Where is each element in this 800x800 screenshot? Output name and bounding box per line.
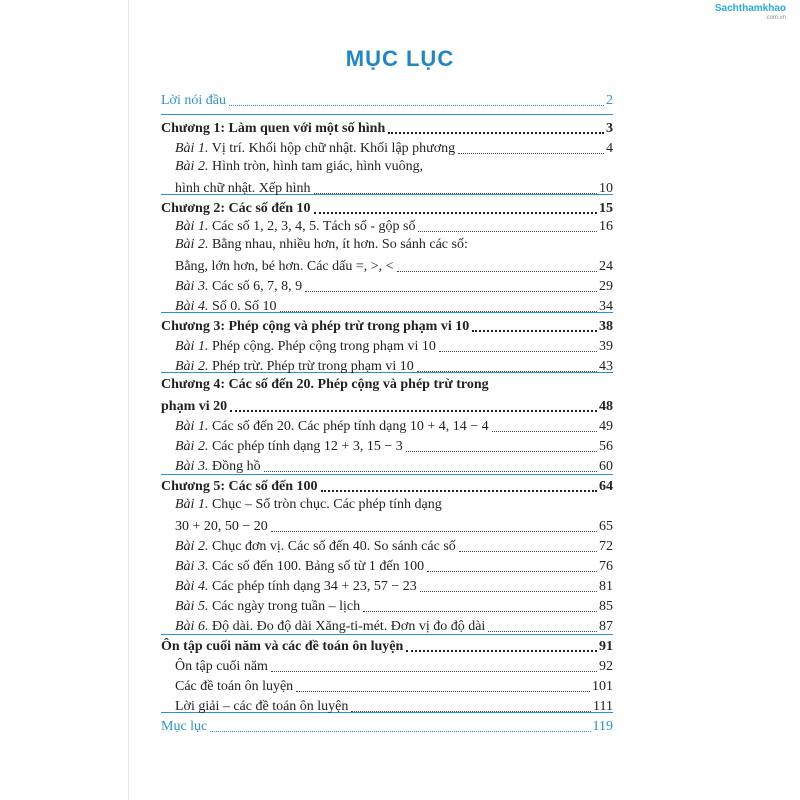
toc-entry-title: Vị trí. Khối hộp chữ nhật. Khối lập phương	[211, 141, 456, 156]
toc-entry-title: Chương 3: Phép cộng và phép trừ trong phạm vi 10	[161, 319, 470, 334]
toc-entry[interactable]	[161, 396, 613, 416]
toc-entry-title: Các số đến 100. Bảng số từ 1 đến 100	[211, 559, 425, 574]
toc-entry-label	[161, 618, 485, 636]
toc-page-number: 76	[599, 559, 613, 574]
toc-entry[interactable]	[161, 516, 613, 536]
toc-entry-label	[161, 718, 207, 736]
toc-entry-title: Các ngày trong tuần – lịch	[211, 599, 361, 614]
toc-entry-label	[161, 258, 394, 276]
toc-entry-label	[161, 538, 456, 556]
dot-leader	[388, 132, 604, 134]
toc-entry[interactable]	[161, 236, 613, 256]
dot-leader	[458, 153, 604, 154]
toc-entry[interactable]	[161, 276, 613, 296]
toc-page-number: 15	[599, 201, 613, 216]
toc-entry[interactable]	[161, 376, 613, 396]
toc-entry-label	[161, 298, 277, 316]
toc-entry-label	[161, 418, 489, 436]
lesson-prefix: Bài 1.	[175, 497, 209, 512]
toc-entry-title: Phép cộng. Phép cộng trong phạm vi 10	[211, 339, 436, 354]
toc-entry-label	[161, 338, 436, 356]
dot-leader	[406, 451, 597, 452]
toc-page-number: 34	[599, 299, 613, 314]
lesson-prefix: Bài 1.	[175, 419, 209, 434]
toc-entry-label	[161, 558, 424, 576]
lesson-prefix: Bài 3.	[175, 459, 209, 474]
dot-leader	[459, 551, 597, 552]
watermark-sub: .com.vn	[764, 15, 786, 21]
dot-leader	[264, 471, 597, 472]
toc-entry-title: Ôn tập cuối năm	[175, 659, 268, 674]
lesson-prefix: Bài 6.	[175, 619, 209, 634]
watermark-logo	[715, 4, 786, 21]
lesson-prefix: Bài 2.	[175, 539, 209, 554]
dot-leader	[417, 371, 597, 372]
toc-entry-title: 30 + 20, 50 − 20	[175, 519, 268, 534]
toc-entry[interactable]	[161, 556, 613, 576]
toc-entry[interactable]	[161, 296, 613, 316]
toc-entry-title: Các số 1, 2, 3, 4, 5. Tách số - gộp số	[211, 219, 416, 234]
toc-entry-title: Chương 5: Các số đến 100	[161, 479, 318, 494]
toc-entry-label	[161, 377, 489, 392]
lesson-prefix: Bài 3.	[175, 279, 209, 294]
toc-entry-label	[161, 218, 415, 236]
lesson-prefix: Bài 4.	[175, 579, 209, 594]
toc-entry-label	[161, 278, 302, 296]
toc-page-number: 72	[599, 539, 613, 554]
toc-entry-label	[161, 398, 227, 416]
toc-entry-label	[175, 497, 442, 512]
dot-leader	[229, 105, 604, 106]
toc-entry[interactable]	[161, 316, 613, 336]
toc-entry-label	[161, 92, 226, 110]
toc-entry-title: Độ dài. Đo độ dài Xăng-ti-mét. Đơn vị đo độ dài	[211, 619, 486, 634]
toc-entry[interactable]	[161, 676, 613, 696]
dot-leader	[439, 351, 597, 352]
lesson-prefix: Bài 1.	[175, 339, 209, 354]
lesson-prefix: Bài 3.	[175, 559, 209, 574]
page-edge	[128, 0, 129, 800]
toc-entry-label	[175, 159, 423, 174]
toc-entry[interactable]	[161, 496, 613, 516]
toc-entry-label	[161, 478, 318, 496]
toc-entry[interactable]	[161, 216, 613, 236]
toc-entry-title: Chương 4: Các số đến 20. Phép cộng và phép trừ trong	[161, 377, 489, 392]
toc-page-number: 3	[606, 121, 613, 136]
dot-leader	[296, 691, 590, 692]
dot-leader	[321, 490, 597, 492]
toc-page-number: 16	[599, 219, 613, 234]
page-title: MỤC LỤC	[345, 46, 455, 71]
toc-entry-title: Chương 1: Làm quen với một số hình	[161, 121, 386, 136]
toc-entry-title: hình chữ nhật. Xếp hình	[175, 181, 311, 196]
toc-entry[interactable]	[161, 536, 613, 556]
dot-leader	[472, 330, 597, 332]
toc-entry-label	[161, 598, 360, 616]
lesson-prefix: Bài 5.	[175, 599, 209, 614]
toc-entry[interactable]	[161, 158, 613, 178]
toc-page-number: 60	[599, 459, 613, 474]
toc-entry-title: Các phép tính dạng 12 + 3, 15 − 3	[211, 439, 403, 454]
toc-entry-label	[161, 678, 293, 696]
toc-page-number: 10	[599, 181, 613, 196]
toc-entry[interactable]	[161, 576, 613, 596]
toc-entry-label	[161, 318, 469, 336]
toc-page-number: 38	[599, 319, 613, 334]
toc-entry[interactable]	[161, 256, 613, 276]
lesson-prefix: Bài 2.	[175, 359, 209, 374]
toc-entry-label	[161, 120, 385, 138]
toc-entry-label	[161, 180, 311, 198]
dot-leader	[271, 671, 597, 672]
toc-page-number: 56	[599, 439, 613, 454]
toc-entry[interactable]	[161, 436, 613, 456]
toc-entry-label	[161, 698, 348, 716]
dot-leader	[210, 731, 590, 732]
dot-leader	[418, 231, 597, 232]
toc-entry-label	[175, 237, 468, 252]
lesson-prefix: Bài 1.	[175, 141, 209, 156]
toc-entry-label	[161, 578, 417, 596]
toc-page-number: 119	[592, 719, 613, 734]
lesson-prefix: Bài 2.	[175, 159, 209, 174]
lesson-prefix: Bài 1.	[175, 219, 209, 234]
toc-entry-title: Hình tròn, hình tam giác, hình vuông,	[211, 159, 424, 174]
dot-leader	[271, 531, 597, 532]
toc-entry[interactable]	[161, 178, 613, 198]
toc-entry-title: Đồng hồ	[211, 459, 261, 474]
toc-entry-title: Các đề toán ôn luyện	[175, 679, 294, 694]
toc-page-number: 65	[599, 519, 613, 534]
watermark-main: Sachthamkhao	[714, 3, 786, 14]
toc-entry[interactable]	[161, 596, 613, 616]
dot-leader	[280, 311, 597, 312]
toc-entry-title: Chục – Số tròn chục. Các phép tính dạng	[211, 497, 442, 512]
dot-leader	[230, 410, 597, 412]
toc-entry-title: Lời giải – các đề toán ôn luyện	[175, 699, 349, 714]
toc-page-number: 2	[606, 93, 613, 108]
lesson-prefix: Bài 4.	[175, 299, 209, 314]
toc-page-number: 39	[599, 339, 613, 354]
toc-page-number: 87	[599, 619, 613, 634]
toc-entry-label	[161, 438, 403, 456]
toc-entry-title: phạm vi 20	[161, 399, 228, 414]
toc-page-number: 48	[599, 399, 613, 414]
toc-entry[interactable]	[161, 476, 613, 496]
toc-entry-title: Phép trừ. Phép trừ trong phạm vi 10	[211, 359, 414, 374]
toc-entry[interactable]	[161, 716, 613, 736]
toc-entry-label	[161, 518, 268, 536]
toc-entry-title: Ôn tập cuối năm và các đề toán ôn luyện	[161, 639, 404, 654]
toc-page-number: 81	[599, 579, 613, 594]
toc-entry[interactable]	[161, 416, 613, 436]
toc-page-number: 24	[599, 259, 613, 274]
toc-page-number: 43	[599, 359, 613, 374]
toc-entry-label	[161, 140, 455, 158]
toc-page-number: 49	[599, 419, 613, 434]
dot-leader	[488, 631, 597, 632]
dot-leader	[427, 571, 597, 572]
toc-entry-title: Các số 6, 7, 8, 9	[211, 279, 303, 294]
toc-entry[interactable]	[161, 616, 613, 636]
toc-entry[interactable]	[161, 138, 613, 158]
toc-entry-title: Các số đến 20. Các phép tính dạng 10 + 4, 14 − 4	[211, 419, 489, 434]
toc-entry[interactable]	[161, 118, 613, 138]
toc-page-number: 85	[599, 599, 613, 614]
toc-page-number: 64	[599, 479, 613, 494]
toc-page-number: 111	[593, 699, 613, 714]
dot-leader	[305, 291, 597, 292]
toc-entry-title: Chương 2: Các số đến 10	[161, 201, 311, 216]
toc-entry[interactable]	[161, 198, 613, 218]
toc-entry-title: Các phép tính dạng 34 + 23, 57 − 23	[211, 579, 417, 594]
dot-leader	[314, 212, 597, 214]
dot-leader	[492, 431, 597, 432]
toc-entry-title: Bằng, lớn hơn, bé hơn. Các dấu =, >, <	[175, 259, 394, 274]
toc-entry[interactable]	[161, 90, 613, 110]
dot-leader	[406, 650, 597, 652]
lesson-prefix: Bài 2.	[175, 237, 209, 252]
dot-leader	[314, 193, 597, 194]
toc-entry-label	[161, 638, 403, 656]
toc-page-number: 29	[599, 279, 613, 294]
toc-entry[interactable]	[161, 456, 613, 476]
toc-entry-title: Chục đơn vị. Các số đến 40. So sánh các số	[211, 539, 456, 554]
dot-leader	[420, 591, 597, 592]
toc-entry[interactable]	[161, 636, 613, 656]
toc-page-number: 91	[599, 639, 613, 654]
toc-page-number: 101	[592, 679, 613, 694]
toc-entry-label	[161, 358, 414, 376]
toc-page-number: 4	[606, 141, 613, 156]
toc-page-number: 92	[599, 659, 613, 674]
toc-entry-title: Lời nói đầu	[161, 93, 226, 108]
toc-entry-label	[161, 458, 261, 476]
toc-entry[interactable]	[161, 656, 613, 676]
dot-leader	[363, 611, 597, 612]
dot-leader	[351, 711, 591, 712]
toc-entry-title: Số 0. Số 10	[211, 299, 277, 314]
section-divider	[161, 114, 613, 115]
toc-entry-title: Mục lục	[161, 719, 208, 734]
toc-entry-label	[161, 658, 268, 676]
toc-entry[interactable]	[161, 696, 613, 716]
dot-leader	[397, 271, 597, 272]
toc-entry[interactable]	[161, 356, 613, 376]
toc-entry-title: Bằng nhau, nhiều hơn, ít hơn. So sánh các số:	[211, 237, 468, 252]
lesson-prefix: Bài 2.	[175, 439, 209, 454]
toc-entry[interactable]	[161, 336, 613, 356]
